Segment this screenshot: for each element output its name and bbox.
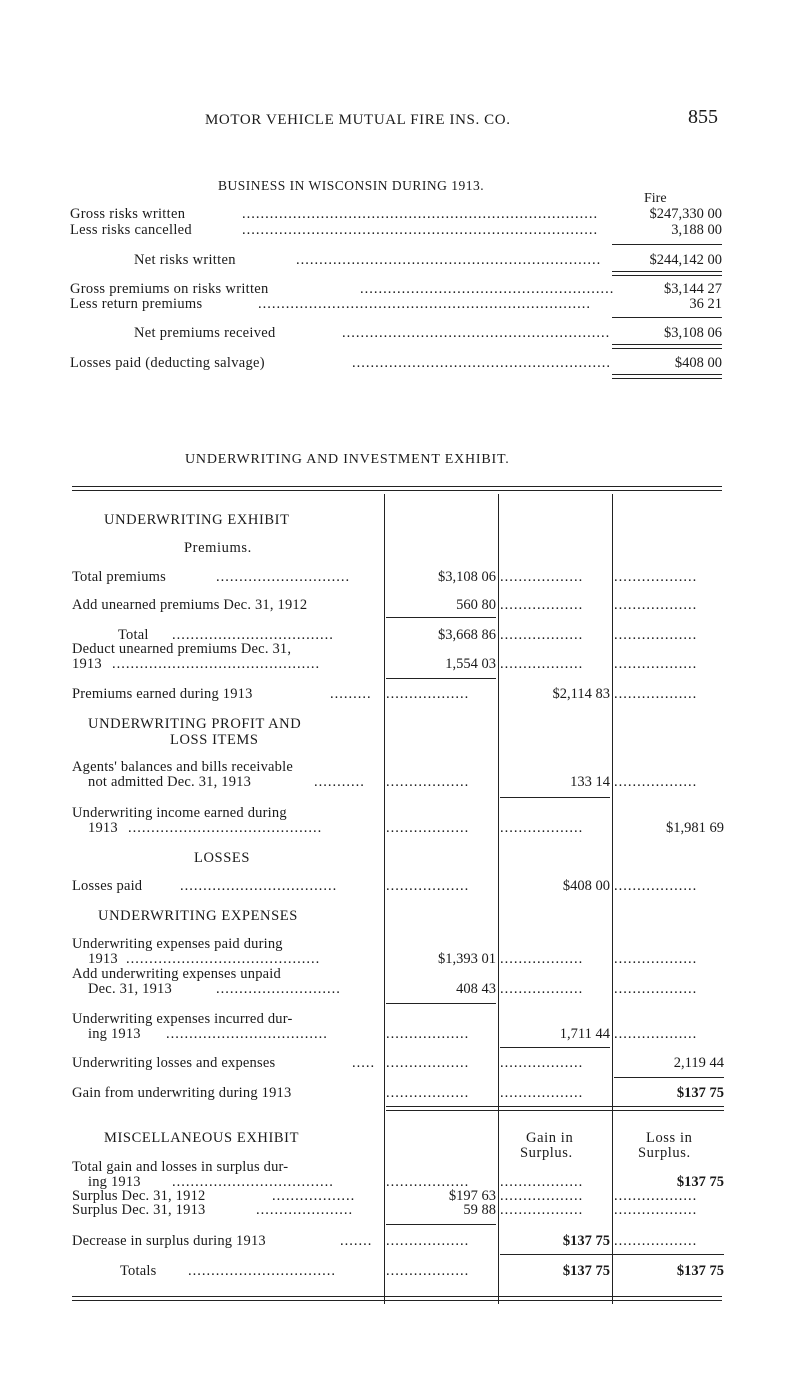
col-loss-head-2: Surplus. bbox=[638, 1145, 691, 1161]
exp-paid-label-1: Underwriting expenses paid during bbox=[72, 936, 283, 952]
gain-uw-c3: $137 75 bbox=[676, 1085, 724, 1101]
dot-leader: .......................................... bbox=[128, 820, 323, 836]
premiums-earned-label: Premiums earned during 1913 bbox=[72, 686, 253, 702]
business-row-return-premiums bbox=[70, 296, 722, 312]
exp-paid-label-2: 1913 bbox=[88, 951, 118, 967]
dot-leader: .................. bbox=[386, 1233, 470, 1249]
rule bbox=[386, 678, 496, 679]
uw-income-label-1: Underwriting income earned during bbox=[72, 805, 287, 821]
dot-leader: .................. bbox=[500, 569, 584, 585]
fire-column-header: Fire bbox=[644, 191, 667, 206]
dot-leader: .................................. bbox=[180, 878, 338, 894]
dot-leader: ................................... bbox=[172, 1174, 334, 1190]
row-value: $244,142 00 bbox=[649, 252, 722, 268]
exp-unpaid-c1: 408 43 bbox=[456, 981, 496, 997]
surplus-1912-label: Surplus Dec. 31, 1912 bbox=[72, 1188, 206, 1204]
decrease-label: Decrease in surplus during 1913 bbox=[72, 1233, 266, 1249]
exp-incurred-label-1: Underwriting expenses incurred dur- bbox=[72, 1011, 293, 1027]
dot-leader: .................. bbox=[614, 1188, 698, 1204]
col-loss-head-1: Loss in bbox=[646, 1130, 693, 1146]
dot-leader: ..... bbox=[352, 1055, 376, 1071]
table-top-rule bbox=[72, 486, 722, 487]
row-value: $247,330 00 bbox=[649, 206, 722, 222]
totals-c3: $137 75 bbox=[676, 1263, 724, 1279]
dot-leader: .................. bbox=[614, 981, 698, 997]
total-gain-loss-label-2: ing 1913 bbox=[88, 1174, 141, 1190]
row-label: Losses paid (deducting salvage) bbox=[70, 355, 265, 371]
exp-unpaid-label-2: Dec. 31, 1913 bbox=[88, 981, 172, 997]
table-top-rule-2 bbox=[72, 490, 722, 491]
dot-leader: ..................... bbox=[256, 1202, 354, 1218]
col-gain-head-2: Surplus. bbox=[520, 1145, 573, 1161]
surplus-1913-label: Surplus Dec. 31, 1913 bbox=[72, 1202, 206, 1218]
dot-leader: .................. bbox=[386, 820, 470, 836]
premiums-earned-c2: $2,114 83 bbox=[552, 686, 610, 702]
dot-leader: .................. bbox=[272, 1188, 356, 1204]
dot-leader: ........................................................ bbox=[352, 355, 611, 371]
exhibit-title: UNDERWRITING AND INVESTMENT EXHIBIT. bbox=[185, 452, 510, 467]
dot-leader: ................................ bbox=[188, 1263, 336, 1279]
dot-leader: .................. bbox=[386, 1085, 470, 1101]
row-label: Gross risks written bbox=[70, 206, 186, 222]
total-label: Total bbox=[118, 627, 149, 643]
double-rule-bottom bbox=[612, 348, 722, 349]
rule bbox=[500, 1254, 724, 1255]
dot-leader: .................. bbox=[386, 774, 470, 790]
dot-leader: .................. bbox=[614, 878, 698, 894]
dot-leader: ............................................................................. bbox=[242, 206, 599, 222]
business-row-cancelled bbox=[70, 222, 722, 238]
dot-leader: ......... bbox=[330, 686, 372, 702]
dot-leader: .................. bbox=[614, 951, 698, 967]
dot-leader: .................. bbox=[614, 597, 698, 613]
dot-leader: ........... bbox=[314, 774, 365, 790]
dot-leader: .................. bbox=[500, 1085, 584, 1101]
dot-leader: ............................. bbox=[216, 569, 351, 585]
row-value: 3,188 00 bbox=[671, 222, 722, 238]
dot-leader: .................. bbox=[386, 686, 470, 702]
agents-balances-c2: 133 14 bbox=[570, 774, 610, 790]
double-rule-bottom bbox=[612, 378, 722, 379]
losses-paid-c2: $408 00 bbox=[562, 878, 610, 894]
dot-leader: .................. bbox=[614, 656, 698, 672]
deduct-unearned-label-1: Deduct unearned premiums Dec. 31, bbox=[72, 641, 292, 657]
total-gain-loss-label-1: Total gain and losses in surplus dur- bbox=[72, 1159, 289, 1175]
column-divider-1 bbox=[384, 494, 385, 1304]
rule bbox=[386, 617, 496, 618]
dot-leader: ............................................................................. bbox=[242, 222, 599, 238]
dot-leader: .................. bbox=[386, 1174, 470, 1190]
rule bbox=[500, 1047, 610, 1048]
uw-losses-expenses-label: Underwriting losses and expenses bbox=[72, 1055, 276, 1071]
section-uw-expenses: UNDERWRITING EXPENSES bbox=[98, 908, 298, 924]
exp-incurred-c2: 1,711 44 bbox=[559, 1026, 610, 1042]
dot-leader: ........................... bbox=[216, 981, 341, 997]
section-underwriting-exhibit: UNDERWRITING EXHIBIT bbox=[104, 512, 290, 528]
row-label: Net premiums received bbox=[134, 325, 276, 341]
dot-leader: .................. bbox=[500, 627, 584, 643]
rule bbox=[614, 1077, 724, 1078]
dot-leader: .................. bbox=[614, 1202, 698, 1218]
column-divider-2 bbox=[498, 494, 499, 1304]
table-bottom-rule-2 bbox=[72, 1300, 722, 1301]
dot-leader: .................. bbox=[386, 1055, 470, 1071]
business-row-net-premiums bbox=[70, 325, 722, 341]
dot-leader: .................. bbox=[500, 656, 584, 672]
rule bbox=[386, 1224, 496, 1225]
dot-leader: .................. bbox=[500, 1202, 584, 1218]
dot-leader: ....... bbox=[340, 1233, 373, 1249]
dot-leader: .................. bbox=[500, 951, 584, 967]
gain-uw-label: Gain from underwriting during 1913 bbox=[72, 1085, 292, 1101]
page-header-title: MOTOR VEHICLE MUTUAL FIRE INS. CO. bbox=[205, 112, 511, 128]
section-rule-top bbox=[386, 1106, 724, 1107]
dot-leader: .................. bbox=[614, 686, 698, 702]
total-gain-loss-c3: $137 75 bbox=[676, 1174, 724, 1190]
section-profit-loss-1: UNDERWRITING PROFIT AND bbox=[88, 716, 302, 732]
rule bbox=[612, 317, 722, 318]
business-section-title: BUSINESS IN WISCONSIN DURING 1913. bbox=[218, 178, 485, 193]
dot-leader: .......................................................... bbox=[342, 325, 611, 341]
dot-leader: .................. bbox=[386, 1026, 470, 1042]
rule bbox=[500, 797, 610, 798]
deduct-unearned-c1: 1,554 03 bbox=[445, 656, 496, 672]
row-label: Less return premiums bbox=[70, 296, 203, 312]
dot-leader: ................................... bbox=[166, 1026, 328, 1042]
business-row-gross-risks bbox=[70, 206, 722, 222]
row-value: $408 00 bbox=[674, 355, 722, 371]
dot-leader: ........................................................................ bbox=[258, 296, 591, 312]
total-premiums-c1: $3,108 06 bbox=[438, 569, 496, 585]
dot-leader: .......................................... bbox=[126, 951, 321, 967]
col-gain-head-1: Gain in bbox=[526, 1130, 574, 1146]
row-value: $3,144 27 bbox=[664, 281, 722, 297]
row-value: 36 21 bbox=[689, 296, 722, 312]
column-divider-3 bbox=[612, 494, 613, 1304]
deduct-unearned-label-2: 1913 bbox=[72, 656, 102, 672]
add-unearned-label: Add unearned premiums Dec. 31, 1912 bbox=[72, 597, 308, 613]
dot-leader: ....................................................... bbox=[360, 281, 615, 297]
row-value: $3,108 06 bbox=[664, 325, 722, 341]
exp-paid-c1: $1,393 01 bbox=[438, 951, 496, 967]
dot-leader: .................. bbox=[500, 981, 584, 997]
add-unearned-c1: 560 80 bbox=[456, 597, 496, 613]
dot-leader: .................. bbox=[614, 569, 698, 585]
dot-leader: .................. bbox=[614, 1026, 698, 1042]
decrease-c2: $137 75 bbox=[562, 1233, 610, 1249]
dot-leader: .................. bbox=[500, 1174, 584, 1190]
double-rule-top bbox=[612, 344, 722, 345]
dot-leader: .................. bbox=[500, 820, 584, 836]
exp-unpaid-label-1: Add underwriting expenses unpaid bbox=[72, 966, 281, 982]
uw-income-c3: $1,981 69 bbox=[666, 820, 724, 836]
row-label: Less risks cancelled bbox=[70, 222, 192, 238]
rule bbox=[612, 244, 722, 245]
agents-balances-label-2: not admitted Dec. 31, 1913 bbox=[88, 774, 252, 790]
losses-paid-label: Losses paid bbox=[72, 878, 143, 894]
row-label: Net risks written bbox=[134, 252, 236, 268]
section-profit-loss-2: LOSS ITEMS bbox=[170, 732, 259, 748]
section-misc-exhibit: MISCELLANEOUS EXHIBIT bbox=[104, 1130, 300, 1146]
uw-losses-expenses-c3: 2,119 44 bbox=[673, 1055, 724, 1071]
agents-balances-label-1: Agents' balances and bills receivable bbox=[72, 759, 293, 775]
page-number: 855 bbox=[688, 106, 718, 128]
business-row-net-risks bbox=[70, 252, 722, 268]
dot-leader: .................. bbox=[500, 1055, 584, 1071]
dot-leader: ................................... bbox=[172, 627, 334, 643]
business-row-gross-premiums bbox=[70, 281, 722, 297]
double-rule-top bbox=[612, 374, 722, 375]
section-rule-bottom bbox=[386, 1110, 724, 1111]
double-rule-top bbox=[612, 271, 722, 272]
double-rule-bottom bbox=[612, 275, 722, 276]
table-bottom-rule bbox=[72, 1296, 722, 1297]
dot-leader: .................. bbox=[614, 774, 698, 790]
dot-leader: .................. bbox=[386, 878, 470, 894]
surplus-1913-c1: 59 88 bbox=[463, 1202, 496, 1218]
dot-leader: ............................................. bbox=[112, 656, 321, 672]
totals-c2: $137 75 bbox=[562, 1263, 610, 1279]
dot-leader: .................................................................. bbox=[296, 252, 602, 268]
business-row-losses-paid bbox=[70, 355, 722, 371]
dot-leader: .................. bbox=[500, 597, 584, 613]
uw-income-label-2: 1913 bbox=[88, 820, 118, 836]
dot-leader: .................. bbox=[500, 1188, 584, 1204]
total-premiums-label: Total premiums bbox=[72, 569, 167, 585]
totals-label: Totals bbox=[120, 1263, 157, 1279]
rule bbox=[386, 1003, 496, 1004]
total-c1: $3,668 86 bbox=[438, 627, 496, 643]
row-label: Gross premiums on risks written bbox=[70, 281, 269, 297]
dot-leader: .................. bbox=[614, 627, 698, 643]
section-losses: LOSSES bbox=[194, 850, 250, 866]
sub-premiums: Premiums. bbox=[184, 540, 252, 556]
dot-leader: .................. bbox=[614, 1233, 698, 1249]
surplus-1912-c1: $197 63 bbox=[448, 1188, 496, 1204]
dot-leader: .................. bbox=[386, 1263, 470, 1279]
exp-incurred-label-2: ing 1913 bbox=[88, 1026, 141, 1042]
